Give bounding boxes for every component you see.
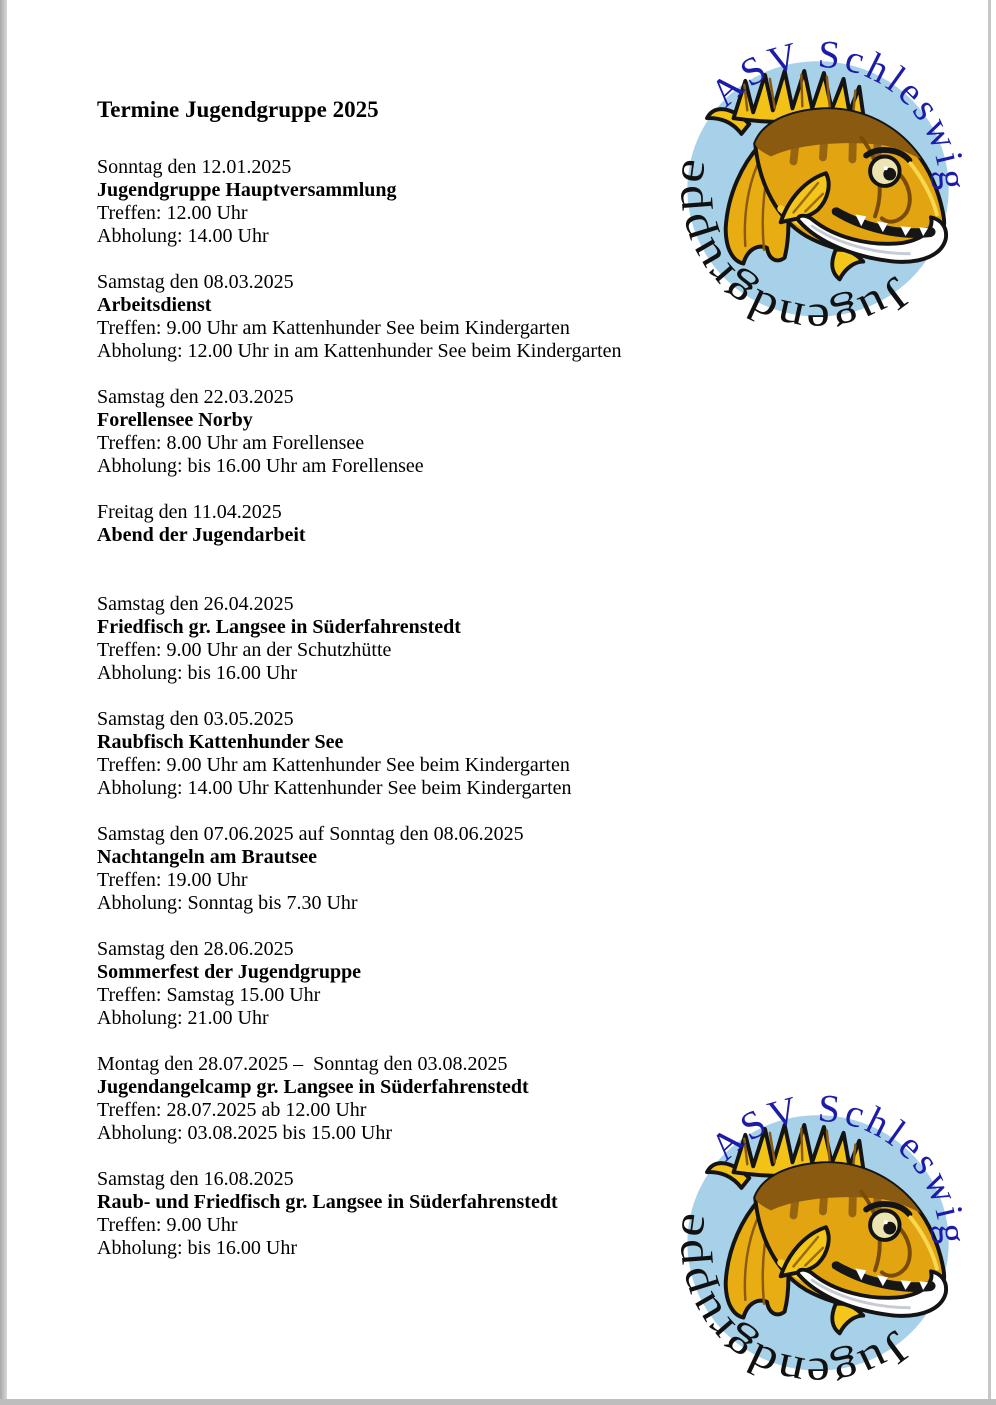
event-block	[97, 708, 662, 800]
page-title: Termine Jugendgruppe 2025	[97, 97, 379, 122]
event-detail: Treffen: 9.00 Uhr am Kattenhunder See beim Kindergarten	[97, 317, 570, 339]
event-date: Freitag den 11.04.2025	[97, 501, 282, 523]
event-name: Jugendangelcamp gr. Langsee in Süderfahrenstedt	[97, 1076, 529, 1098]
page-edge-left	[0, 0, 7, 1405]
schedule-content	[97, 97, 662, 1283]
event-detail: Abholung: 14.00 Uhr	[97, 225, 269, 247]
event-date: Samstag den 08.03.2025	[97, 271, 294, 293]
event-detail: Treffen: 28.07.2025 ab 12.00 Uhr	[97, 1099, 367, 1121]
event-date: Samstag den 26.04.2025	[97, 593, 294, 615]
event-name: Arbeitsdienst	[97, 294, 212, 316]
event-detail: Abholung: bis 16.00 Uhr am Forellensee	[97, 455, 424, 477]
event-block	[97, 593, 662, 685]
event-block	[97, 271, 662, 363]
event-detail: Abholung: 21.00 Uhr	[97, 1007, 269, 1029]
event-date: Samstag den 16.08.2025	[97, 1168, 294, 1190]
event-block	[97, 823, 662, 915]
page-edge-right	[988, 0, 991, 1405]
event-detail: Abholung: bis 16.00 Uhr	[97, 1237, 297, 1259]
event-block	[97, 1053, 662, 1145]
event-name: Raubfisch Kattenhunder See	[97, 731, 344, 753]
event-detail: Treffen: 12.00 Uhr	[97, 202, 248, 224]
event-block	[97, 386, 662, 478]
event-block	[97, 1168, 662, 1260]
event-date: Samstag den 28.06.2025	[97, 938, 294, 960]
event-date: Samstag den 22.03.2025	[97, 386, 294, 408]
event-detail: Treffen: Samstag 15.00 Uhr	[97, 984, 321, 1006]
event-name: Raub- und Friedfisch gr. Langsee in Süderfahrenstedt	[97, 1191, 558, 1213]
event-block	[97, 938, 662, 1030]
event-name: Nachtangeln am Brautsee	[97, 846, 317, 868]
event-name: Abend der Jugendarbeit	[97, 524, 306, 546]
event-block	[97, 501, 662, 547]
event-detail: Treffen: 8.00 Uhr am Forellensee	[97, 432, 365, 454]
event-block	[97, 156, 662, 248]
event-detail: Abholung: 03.08.2025 bis 15.00 Uhr	[97, 1122, 392, 1144]
event-detail: Treffen: 9.00 Uhr an der Schutzhütte	[97, 639, 392, 661]
event-detail: Treffen: 9.00 Uhr am Kattenhunder See beim Kindergarten	[97, 754, 570, 776]
asv-logo-bottom	[653, 1070, 987, 1404]
asv-logo-top	[653, 16, 987, 350]
event-detail: Treffen: 19.00 Uhr	[97, 869, 248, 891]
event-detail: Abholung: Sonntag bis 7.30 Uhr	[97, 892, 358, 914]
event-name: Forellensee Norby	[97, 409, 253, 431]
event-date: Samstag den 03.05.2025	[97, 708, 294, 730]
event-detail: Abholung: 14.00 Uhr Kattenhunder See beim Kindergarten	[97, 777, 572, 799]
event-date: Samstag den 07.06.2025 auf Sonntag den 08.06.2025	[97, 823, 524, 845]
event-date: Montag den 28.07.2025 – Sonntag den 03.08.2025	[97, 1053, 508, 1075]
event-detail: Treffen: 9.00 Uhr	[97, 1214, 238, 1236]
event-name: Friedfisch gr. Langsee in Süderfahrenstedt	[97, 616, 461, 638]
event-name: Jugendgruppe Hauptversammlung	[97, 179, 397, 201]
event-name: Sommerfest der Jugendgruppe	[97, 961, 362, 983]
event-date: Sonntag den 12.01.2025	[97, 156, 292, 178]
event-detail: Abholung: 12.00 Uhr in am Kattenhunder See beim Kindergarten	[97, 340, 622, 362]
event-detail: Abholung: bis 16.00 Uhr	[97, 662, 297, 684]
